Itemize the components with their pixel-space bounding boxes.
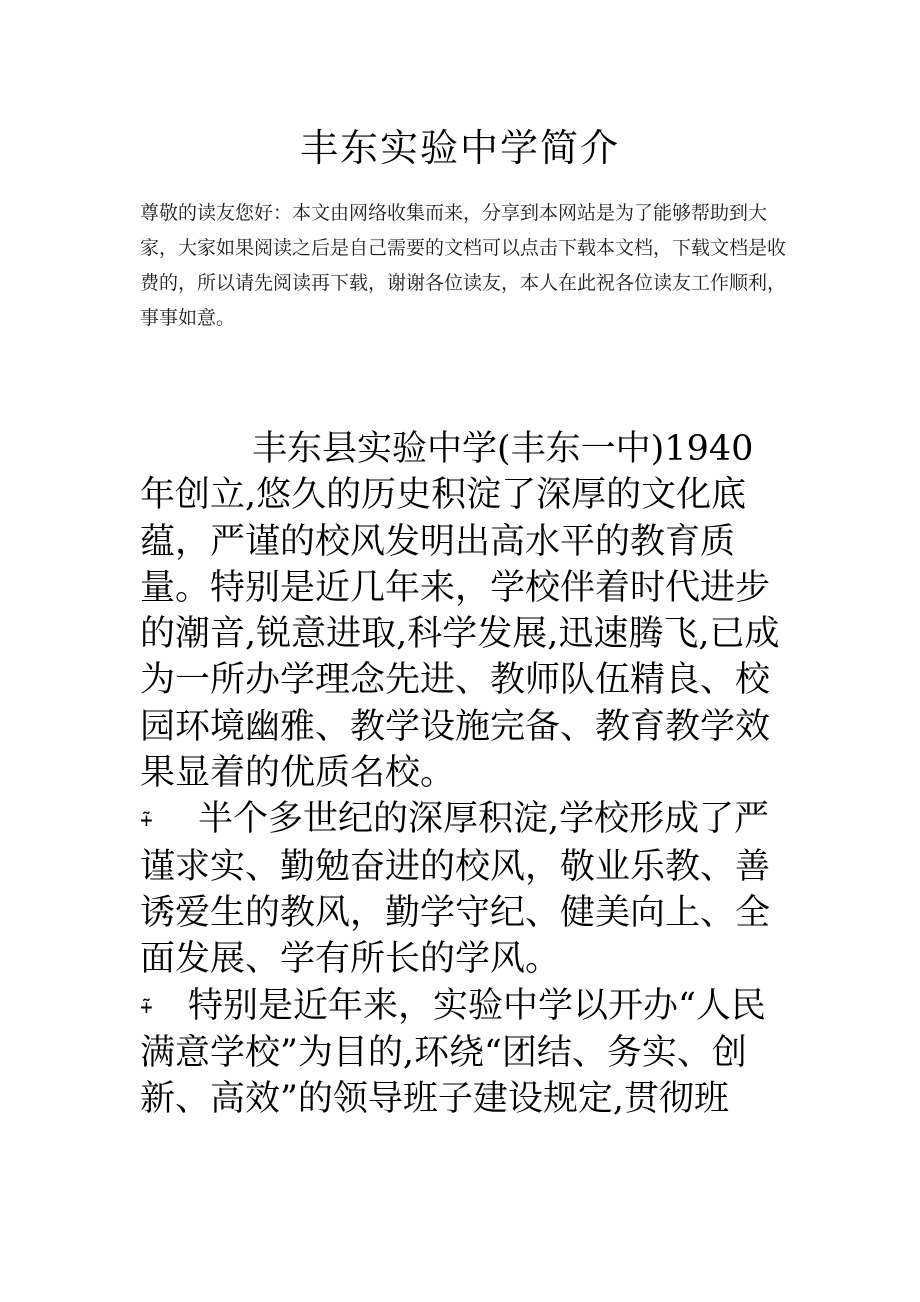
paragraph-school-spirit	[140, 796, 785, 982]
paragraph-recent-years	[140, 983, 785, 1123]
paragraph-text: 特别是近年来，实验中学以开办“人民满意学校”为目的,环绕“团结、务实、创新、高效”的领导班子建设规定,贯彻班	[140, 985, 766, 1120]
paragraph-intro	[140, 426, 785, 796]
document-title: 丰东实验中学简介	[299, 126, 620, 170]
paragraph-text: 半个多世纪的深厚积淀,学校形成了严谨求实、勤勉奋进的校风，敬业乐教、善诱爱生的教风，勤学守纪、健美向上、全面发展、学有所长的学风。	[140, 799, 771, 980]
paragraph-marker-icon: ⨤	[140, 807, 153, 833]
reader-notice: 尊敬的读友您好：本文由网络收集而来，分享到本网站是为了能够帮助到大家，大家如果阅读之后是自己需要的文档可以点击下载本文档，下载文档是收费的，所以请先阅读再下载，谢谢各位读友，本人在此祝各位读友工作顺利，事事如意。	[140, 202, 787, 329]
document-body	[140, 426, 785, 1122]
paragraph-marker-icon: ⨤	[140, 993, 153, 1019]
paragraph-text: 丰东县实验中学(丰东一中)1940年创立,悠久的历史积淀了深厚的文化底蕴，严谨的校风发明出高水平的教育质量。特别是近几年来，学校伴着时代进步的潮音,锐意进取,科学发展,迅速腾飞,已成为一所办学理念先进、教师队伍精良、校园环境幽雅、教学设施完备、教育教学效果显着的优质名校。	[140, 429, 780, 794]
